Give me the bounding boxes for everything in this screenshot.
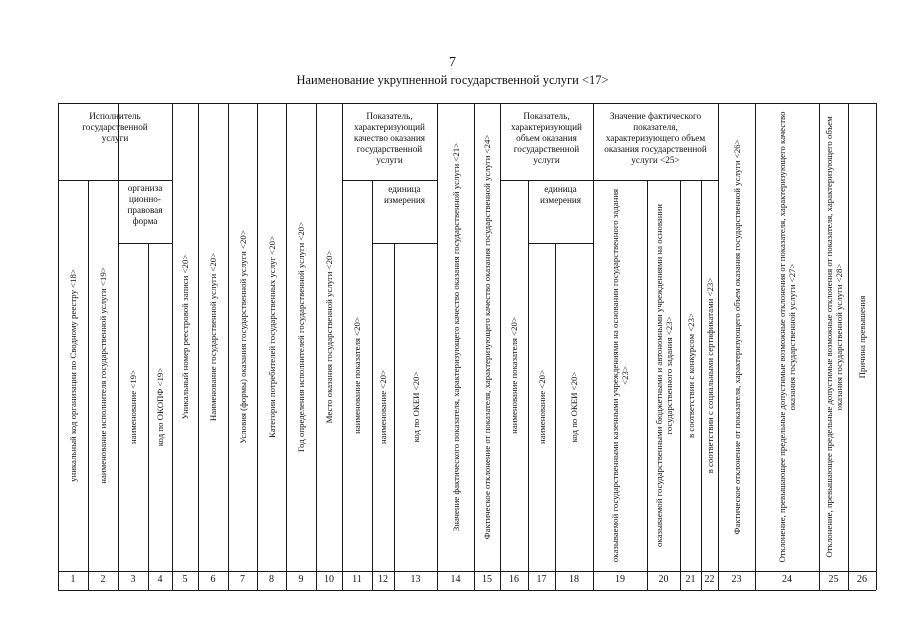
- column-header-11: [342, 183, 372, 568]
- column-label-8: Категории потребителей государственных услуг <20>: [266, 235, 277, 439]
- column-number-21: 21: [685, 574, 696, 585]
- column-number-4: 4: [157, 574, 163, 585]
- group-executor: Исполнитель государственной услуги: [82, 111, 148, 143]
- group-org-form: организа ционно- правовая форма: [127, 183, 163, 226]
- column-header-18: [555, 246, 593, 568]
- column-label-25: Отклонение, превышающее предельные допустимые возможные отклонения от показателя, характеризующего объем оказания государственной услуги <28>: [823, 116, 844, 558]
- column-number-23: 23: [731, 574, 742, 585]
- column-header-12: [372, 246, 394, 568]
- table-rule: [372, 243, 437, 244]
- column-header-22: [701, 183, 718, 568]
- column-label-14: Значение фактического показателя, характеризующего качество оказания государственной услуги <21>: [450, 142, 461, 532]
- column-label-21: в соответствии с конкурсом <23>: [685, 313, 696, 438]
- column-header-9: [286, 106, 316, 568]
- table-rule: [500, 180, 593, 181]
- column-number-20: 20: [658, 574, 669, 585]
- column-header-26: [848, 106, 876, 568]
- column-number-18: 18: [569, 574, 579, 585]
- column-number-14: 14: [450, 574, 461, 585]
- column-header-19: [593, 183, 647, 568]
- column-header-17: [528, 246, 555, 568]
- column-number-8: 8: [269, 574, 274, 585]
- column-label-7: Условия (формы) оказания государственной услуги <20>: [237, 230, 248, 444]
- group-fact-volume: Значение фактического показателя, характеризующего объем оказания государственной услуги <25>: [604, 111, 707, 165]
- column-number-13: 13: [410, 574, 421, 585]
- column-header-10: [316, 106, 342, 568]
- column-number-2: 2: [100, 574, 106, 585]
- column-header-20: [647, 183, 680, 568]
- table-rule: [593, 180, 718, 181]
- column-header-7: [228, 106, 257, 568]
- column-label-13: код по ОКЕИ <20>: [410, 371, 421, 443]
- column-label-5: Уникальный номер реестровой записи <20>: [180, 254, 190, 420]
- group-volume-indicator: Показатель, характеризующий объем оказания государственной услуги: [511, 111, 582, 165]
- column-number-25: 25: [828, 574, 839, 585]
- column-header-6: [198, 106, 228, 568]
- column-label-22: в соответствии с социальными сертификатами <23>: [704, 277, 715, 474]
- column-header-8: [257, 106, 286, 568]
- column-number-6: 6: [210, 574, 216, 585]
- column-label-10: Место оказания государственной услуги <20>: [324, 250, 334, 424]
- column-number-1: 1: [70, 574, 76, 585]
- column-label-17: наименование <20>: [536, 369, 547, 445]
- column-label-11: наименование показателя <20>: [352, 317, 362, 434]
- column-header-4: [148, 246, 172, 568]
- table-title: Наименование укрупненной государственной услуги <17>: [296, 73, 609, 87]
- column-label-23: Фактическое отклонение от показателя, характеризующего объем оказания государственной услуги <26>: [731, 139, 742, 535]
- column-label-24: Отклонение, превышающее предельные допустимые возможные отклонения от показателя, характеризующего качество оказания государственной услуги <27>: [777, 111, 797, 563]
- column-label-26: Причина превышения: [857, 295, 867, 379]
- column-label-1: уникальный код организации по Сводному реестру <18>: [68, 269, 78, 482]
- column-number-7: 7: [240, 574, 245, 585]
- column-number-5: 5: [182, 574, 188, 585]
- column-header-25: [819, 106, 848, 568]
- column-number-12: 12: [378, 574, 388, 585]
- group-volume-unit: единица измерения: [539, 184, 582, 205]
- column-number-11: 11: [352, 574, 362, 585]
- column-number-26: 26: [857, 574, 867, 585]
- column-number-9: 9: [298, 574, 304, 585]
- column-header-24: [755, 106, 819, 568]
- column-label-6: Наименование государственной услуги <20>: [208, 252, 218, 422]
- column-header-23: [718, 106, 755, 568]
- column-number-16: 16: [509, 574, 519, 585]
- column-number-17: 17: [536, 574, 547, 585]
- page-number: 7: [449, 55, 456, 70]
- column-header-13: [394, 246, 437, 568]
- column-header-21: [680, 183, 701, 568]
- column-header-16: [500, 183, 528, 568]
- column-number-24: 24: [782, 574, 792, 585]
- group-quality-indicator: Показатель, характеризующий качество оказания государственной услуги: [354, 111, 425, 165]
- column-header-2: [88, 183, 118, 568]
- group-quality-unit: единица измерения: [383, 184, 426, 205]
- table-rule: [342, 180, 437, 181]
- column-label-16: наименование показателя <20>: [509, 317, 519, 434]
- column-header-14: [437, 106, 474, 568]
- column-label-20: оказываемой государственными бюджетными и автономными учреждениями на основании государственного задания <23>: [653, 204, 674, 547]
- column-label-2: наименование исполнителя государственной услуги <19>: [98, 267, 108, 484]
- column-label-19: оказываемой государственными казенными учреждениями на основании государственного задания <23>: [610, 188, 630, 563]
- column-number-15: 15: [482, 574, 492, 585]
- column-number-19: 19: [615, 574, 625, 585]
- column-header-3: [118, 246, 148, 568]
- column-label-3: наименование <19>: [128, 369, 138, 445]
- column-number-3: 3: [130, 574, 136, 585]
- table-rule: [118, 243, 172, 244]
- table-rule: [58, 180, 172, 181]
- column-header-15: [474, 106, 500, 568]
- table-rule: [58, 590, 876, 591]
- column-label-4: код по ОКОПФ <19>: [155, 367, 165, 447]
- column-label-9: Год определения исполнителей государственной услуги <20>: [296, 221, 306, 453]
- column-label-18: код по ОКЕИ <20>: [569, 371, 579, 443]
- column-label-15: Фактическое отклонение от показателя, характеризующего качество оказания государственной услуги <24>: [482, 134, 492, 540]
- column-header-5: [172, 106, 198, 568]
- column-number-10: 10: [324, 574, 334, 585]
- column-label-12: наименование <20>: [378, 369, 388, 445]
- table-rule: [528, 243, 593, 244]
- column-number-22: 22: [704, 574, 715, 585]
- column-header-1: [58, 183, 88, 568]
- table-rule: [58, 103, 876, 104]
